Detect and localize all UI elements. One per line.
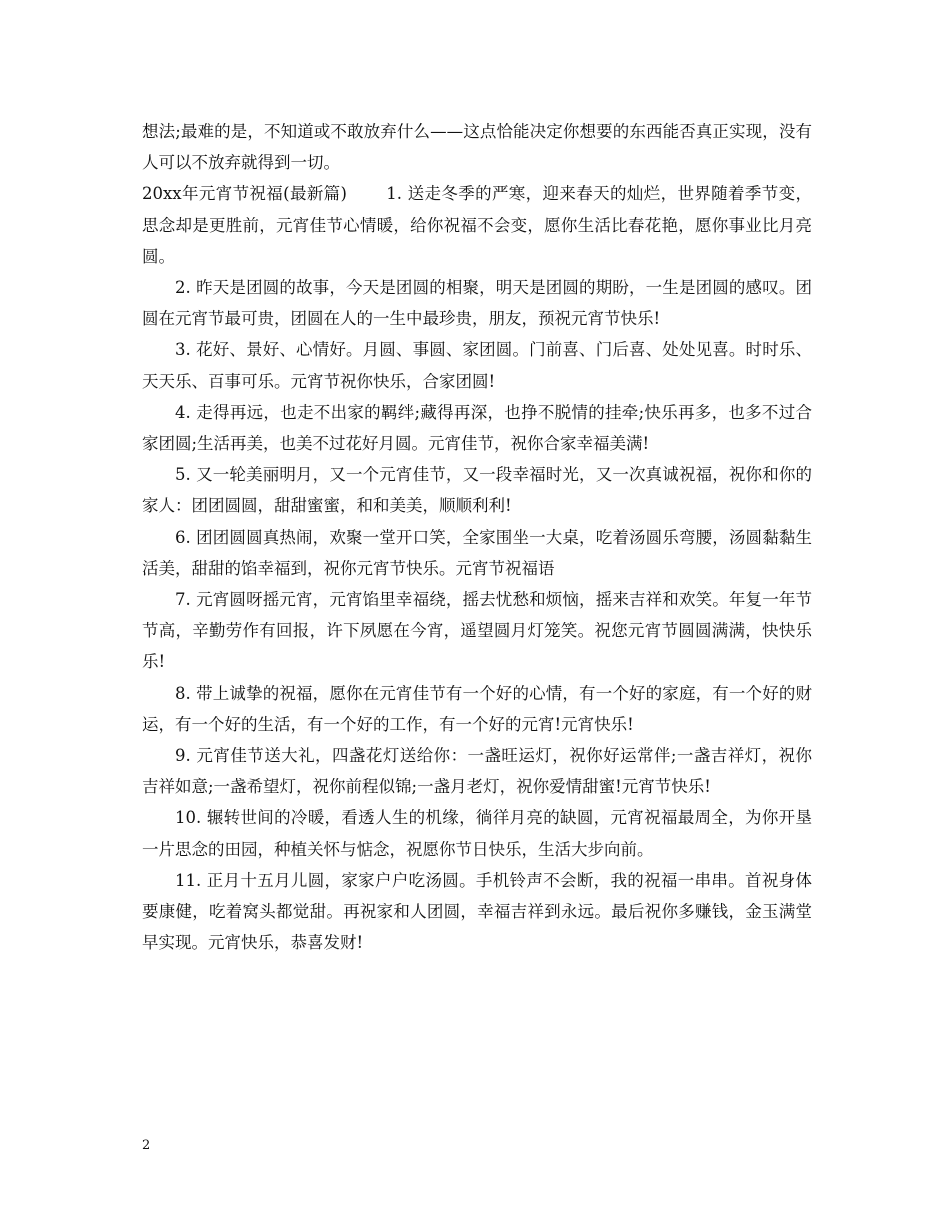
intro-paragraph: 想法;最难的是，不知道或不敢放弃什么——这点恰能决定你想要的东西能否真正实现，没有人可以不放弃就得到一切。 [142, 122, 812, 173]
list-item: 2. 昨天是团圆的故事，今天是团圆的相聚，明天是团圆的期盼，一生是团圆的感叹。团圆在元宵节最可贵，团圆在人的一生中最珍贵，朋友，预祝元宵节快乐! [142, 278, 812, 329]
heading-paragraph [142, 178, 812, 272]
list-item: 4. 走得再远，也走不出家的羁绊;藏得再深，也挣不脱情的挂牵;快乐再多，也多不过合家团圆;生活再美，也美不过花好月圆。元宵佳节，祝你合家幸福美满! [142, 402, 812, 454]
list-item: 10. 辗转世间的冷暖，看透人生的机缘，徜徉月亮的缺圆，元宵祝福最周全，为你开垦一片思念的田园，种植关怀与惦念，祝愿你节日快乐，生活大步向前。 [142, 808, 812, 859]
section-heading: 20xx年元宵节祝福(最新篇) [142, 184, 347, 204]
list-item: 5. 又一轮美丽明月，又一个元宵佳节，又一段幸福时光，又一次真诚祝福，祝你和你的家人：团团圆圆，甜甜蜜蜜，和和美美，顺顺利利! [142, 465, 812, 516]
list-item: 7. 元宵圆呀摇元宵，元宵馅里幸福绕，摇去忧愁和烦恼，摇来吉祥和欢笑。年复一年节节高，辛勤劳作有回报，许下夙愿在今宵，遥望圆月灯笼笑。祝您元宵节圆圆满满，快快乐乐! [142, 590, 812, 672]
list-item: 8. 带上诚挚的祝福，愿你在元宵佳节有一个好的心情，有一个好的家庭，有一个好的财运，有一个好的生活，有一个好的工作，有一个好的元宵!元宵快乐! [142, 683, 812, 734]
page-number: 2 [142, 1138, 151, 1153]
list-item: 6. 团团圆圆真热闹，欢聚一堂开口笑，全家围坐一大桌，吃着汤圆乐弯腰，汤圆黏黏生活美，甜甜的馅幸福到，祝你元宵节快乐。元宵节祝福语 [142, 527, 812, 578]
list-item: 1. 送走冬季的严寒，迎来春天的灿烂，世界随着季节变，思念却是更胜前，元宵佳节心情暖，给你祝福不会变，愿你生活比春花艳，愿你事业比月亮圆。 [142, 184, 812, 266]
list-item: 3. 花好、景好、心情好。月圆、事圆、家团圆。门前喜、门后喜、处处见喜。时时乐、天天乐、百事可乐。元宵节祝你快乐，合家团圆! [142, 340, 812, 391]
body-text [142, 116, 812, 958]
list-item: 9. 元宵佳节送大礼，四盏花灯送给你：一盏旺运灯，祝你好运常伴;一盏吉祥灯，祝你吉祥如意;一盏希望灯，祝你前程似锦;一盏月老灯，祝你爱情甜蜜!元宵节快乐! [142, 746, 812, 797]
list-item: 11. 正月十五月儿圆，家家户户吃汤圆。手机铃声不会断，我的祝福一串串。首祝身体要康健，吃着窝头都觉甜。再祝家和人团圆，幸福吉祥到永远。最后祝你多赚钱，金玉满堂早实现。元宵快乐，恭喜发财! [142, 870, 812, 953]
